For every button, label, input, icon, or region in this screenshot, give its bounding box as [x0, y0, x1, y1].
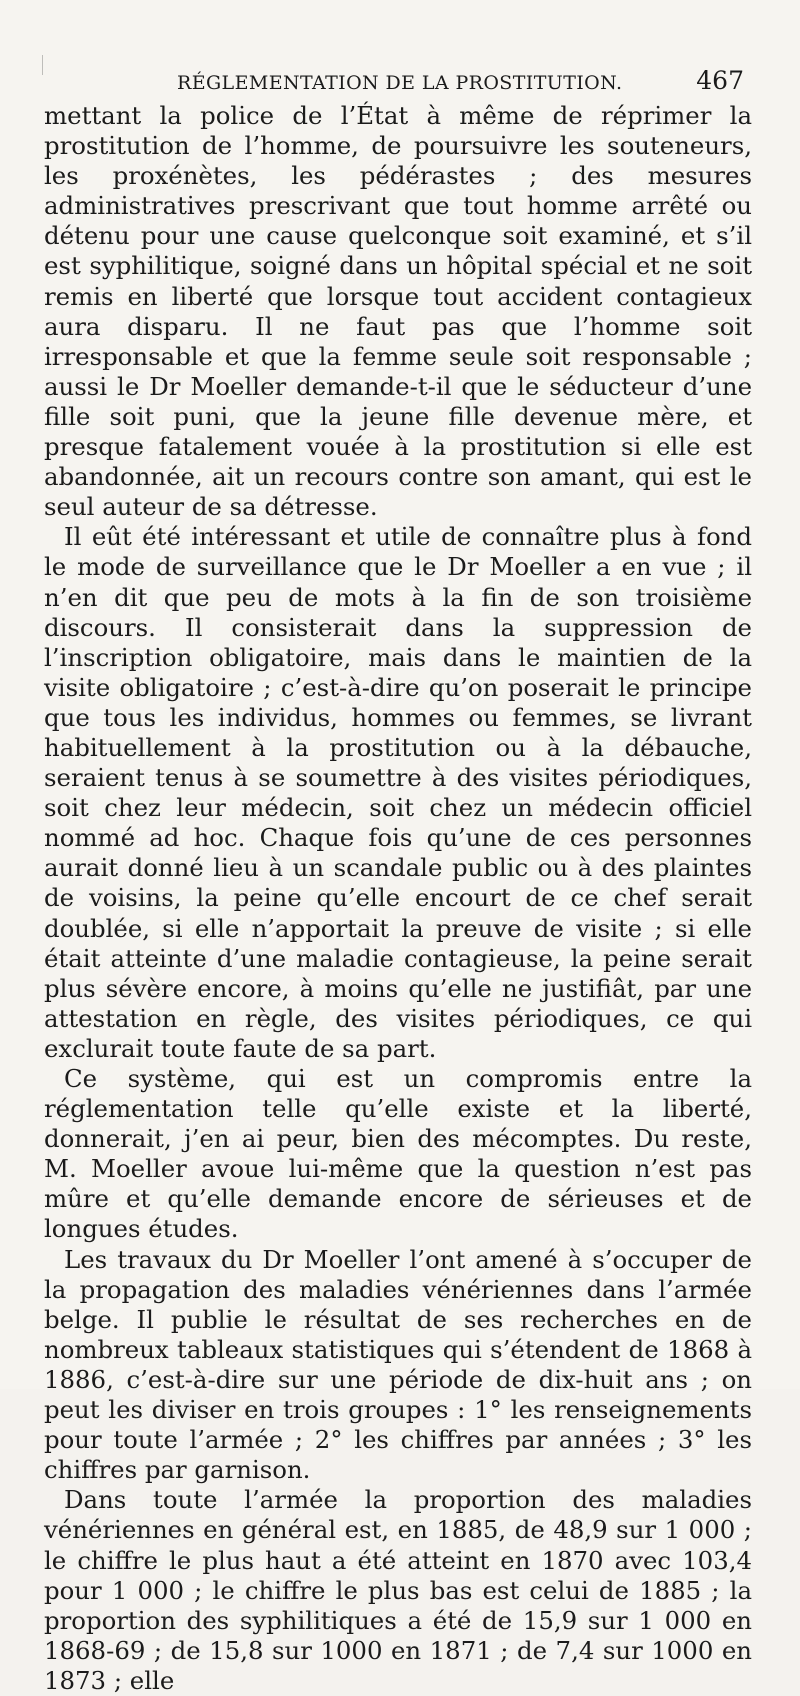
page-header [44, 66, 746, 106]
paragraph-continuation: mettant la police de l’État à même de réprimer la prostitution de l’homme, de poursuivre les souteneurs, les proxénètes, les pédérastes ; des mesures administratives prescrivant que tout homme arrêté ou détenu pour une cause quelconque soit examiné, et s’il est syphilitique, soigné dans un hôpital spécial et ne soit remis en liberté que lorsque tout accident contagieux aura disparu. Il ne faut pas que l’homme soit irresponsable et que la femme seule soit responsable ; aussi le Dr Moeller demande-t-il que le séducteur d’une fille soit puni, que la jeune fille devenue mère, et presque fatalement vouée à la prostitution si elle est abandonnée, ait un recours contre son amant, qui est le seul auteur de sa détresse. [44, 101, 752, 522]
body-text [44, 101, 752, 1696]
paragraph-army-statistics: Dans toute l’armée la proportion des maladies vénériennes en général est, en 1885, de 48,9 sur 1 000 ; le chiffre le plus haut a été atteint en 1870 avec 103,4 pour 1 000 ; le chiffre le plus bas est celui de 1885 ; la proportion des syphilitiques a été de 15,9 sur 1 000 en 1868-69 ; de 15,8 sur 1000 en 1871 ; de 7,4 sur 1000 en 1873 ; elle [44, 1485, 752, 1695]
paragraph-surveillance: Il eût été intéressant et utile de connaître plus à fond le mode de surveillance que le Dr Moeller a en vue ; il n’en dit que peu de mots à la fin de son troisième discours. Il consisterait dans la suppression de l’inscription obligatoire, mais dans le maintien de la visite obligatoire ; c’est-à-dire qu’on poserait le principe que tous les individus, hommes ou femmes, se livrant habituellement à la prostitution ou à la débauche, seraient tenus à se soumettre à des visites périodiques, soit chez leur médecin, soit chez un médecin officiel nommé ad hoc. Chaque fois qu’une de ces personnes aurait donné lieu à un scandale public ou à des plaintes de voisins, la peine qu’elle encourt de ce chef serait doublée, si elle n’apportait la preuve de visite ; si elle était atteinte d’une maladie contagieuse, la peine serait plus sévère encore, à moins qu’elle ne justifiât, par une attestation en règle, des visites périodiques, ce qui exclurait toute faute de sa part. [44, 522, 752, 1063]
page-number: 467 [696, 66, 744, 95]
paragraph-army-studies: Les travaux du Dr Moeller l’ont amené à s’occuper de la propagation des maladies vénériennes dans l’armée belge. Il publie le résultat de ses recherches en de nombreux tableaux statistiques qui s’étendent de 1868 à 1886, c’est-à-dire sur une période de dix-huit ans ; on peut les diviser en trois groupes : 1° les renseignements pour toute l’armée ; 2° les chiffres par années ; 3° les chiffres par garnison. [44, 1244, 752, 1485]
paragraph-system: Ce système, qui est un compromis entre la réglementation telle qu’elle existe et la liberté, donnerait, j’en ai peur, bien des mécomptes. Du reste, M. Moeller avoue lui-même que la question n’est pas mûre et qu’elle demande encore de sérieuses et de longues études. [44, 1064, 752, 1244]
page-edge-mark [42, 55, 43, 75]
running-title: RÉGLEMENTATION DE LA PROSTITUTION. [177, 72, 623, 94]
